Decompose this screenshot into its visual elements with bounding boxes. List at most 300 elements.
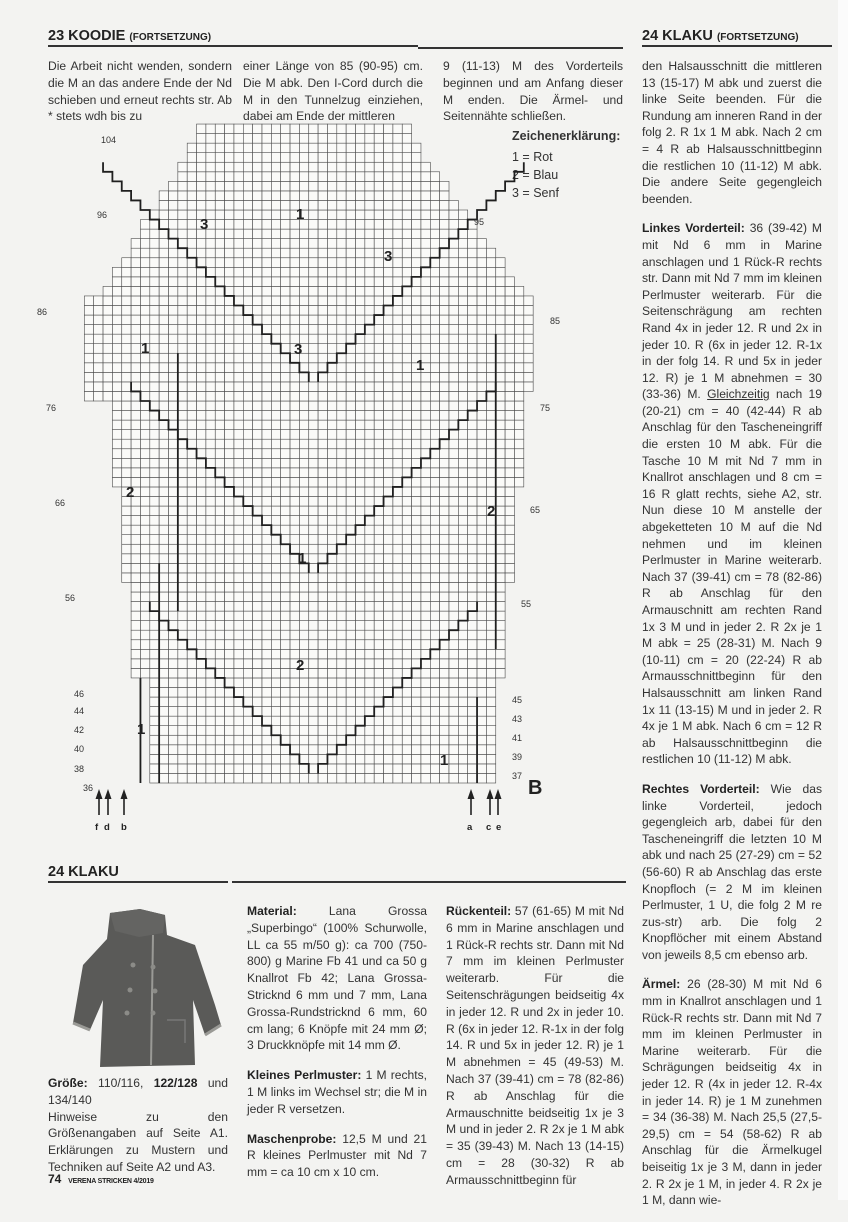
stitch-cell [365,181,374,191]
stitch-cell [496,668,505,678]
stitch-cell [243,439,252,449]
stitch-cell [243,458,252,468]
stitch-cell [197,449,206,459]
stitch-cell [197,411,206,421]
stitch-cell [337,764,346,774]
stitch-cell [215,630,224,640]
stitch-cell [281,401,290,411]
stitch-cell [505,525,514,535]
stitch-cell [421,411,430,421]
stitch-cell [430,745,439,755]
stitch-cell [440,306,449,316]
stitch-cell [169,191,178,201]
stitch-cell [169,707,178,717]
stitch-cell [281,563,290,573]
stitch-cell [477,306,486,316]
arrow-up-icon [121,789,128,799]
stitch-cell [281,602,290,612]
stitch-cell [327,296,336,306]
stitch-cell [150,248,159,258]
stitch-cell [206,735,215,745]
stitch-cell [234,678,243,688]
stitch-cell [327,525,336,535]
stitch-cell [309,477,318,487]
stitch-cell [178,592,187,602]
stitch-cell [318,458,327,468]
stitch-cell [253,525,262,535]
stitch-cell [169,391,178,401]
stitch-cell [393,544,402,554]
stitch-cell [412,697,421,707]
stitch-cell [253,382,262,392]
stitch-cell [159,277,168,287]
stitch-cell [159,344,168,354]
stitch-cell [393,506,402,516]
stitch-cell [225,353,234,363]
stitch-cell [337,267,346,277]
stitch-cell [215,200,224,210]
stitch-cell [468,688,477,698]
stitch-cell [225,611,234,621]
stitch-cell [140,602,149,612]
stitch-cell [140,258,149,268]
stitch-cell [253,764,262,774]
stitch-cell [374,181,383,191]
stitch-cell [421,525,430,535]
stitch-cell [206,497,215,507]
stitch-cell [384,439,393,449]
stitch-cell [458,554,467,564]
stitch-cell [150,306,159,316]
stitch-cell [505,411,514,421]
stitch-cell [290,716,299,726]
stitch-cell [225,143,234,153]
stitch-cell [449,439,458,449]
stitch-cell [440,181,449,191]
stitch-cell [384,611,393,621]
stitch-cell [253,401,262,411]
stitch-cell [150,468,159,478]
stitch-cell [225,315,234,325]
stitch-cell [337,535,346,545]
stitch-cell [234,200,243,210]
stitch-cell [262,735,271,745]
stitch-cell [309,382,318,392]
stitch-cell [393,306,402,316]
stitch-cell [384,315,393,325]
stitch-cell [253,745,262,755]
stitch-cell [178,325,187,335]
stitch-cell [430,458,439,468]
stitch-cell [327,449,336,459]
stitch-cell [131,516,140,526]
stitch-cell [309,191,318,201]
stitch-cell [140,640,149,650]
stitch-cell [327,544,336,554]
stitch-cell [458,602,467,612]
stitch-cell [514,344,523,354]
stitch-cell [94,363,103,373]
stitch-cell [197,124,206,134]
stitch-cell [225,449,234,459]
stitch-cell [290,277,299,287]
stitch-cell [262,334,271,344]
probe-text: 12,5 M und 21 R kleines Perlmuster mit Nd 7 mm = ca 10 cm x 10 cm. [247,1131,427,1180]
stitch-cell [243,181,252,191]
stitch-cell [243,267,252,277]
stitch-cell [94,382,103,392]
stitch-cell [225,640,234,650]
stitch-cell [318,497,327,507]
groesse-label: Größe: [48,1076,88,1090]
stitch-cell [234,707,243,717]
chart-id-label: B [528,777,543,799]
stitch-cell [449,296,458,306]
stitch-cell [496,554,505,564]
stitch-cell [327,258,336,268]
stitch-cell [112,420,121,430]
legend-item-senf: 3 = Senf [512,186,559,200]
stitch-cell [449,277,458,287]
stitch-cell [178,258,187,268]
stitch-cell [327,477,336,487]
stitch-cell [440,200,449,210]
stitch-cell [365,325,374,335]
stitch-cell [178,773,187,783]
stitch-cell [337,325,346,335]
stitch-cell [150,630,159,640]
stitch-cell [468,678,477,688]
stitch-cell [103,296,112,306]
stitch-cell [131,248,140,258]
stitch-cell [440,315,449,325]
stitch-cell [243,726,252,736]
stitch-cell [271,563,280,573]
stitch-cell [271,745,280,755]
stitch-cell [271,630,280,640]
stitch-cell [262,582,271,592]
stitch-cell [337,363,346,373]
stitch-cell [505,563,514,573]
stitch-cell [253,516,262,526]
material-text: Lana Grossa „Superbingo“ (100% Schurwolle, LL ca 55 m/50 g): ca 700 (750-800) g Marine Fb 41 und ca 50 g Knallrot Fb 42; Lana Grossa-Stricknd 6 mm und 7 mm, Lana Grossa-Rundstricknd 6 mm, 60 cm lang; 6 Knöpfe mit 24 mm Ø; 3 Druckknöpfe mit 14 mm Ø. [247,904,427,1053]
stitch-cell [318,401,327,411]
stitch-cell [131,420,140,430]
stitch-cell [225,239,234,249]
stitch-cell [243,277,252,287]
stitch-cell [215,220,224,230]
zone-label: 1 [137,721,146,738]
stitch-cell [309,420,318,430]
stitch-cell [496,267,505,277]
stitch-cell [253,363,262,373]
stitch-cell [131,353,140,363]
stitch-cell [393,191,402,201]
stitch-cell [243,602,252,612]
stitch-cell [402,277,411,287]
stitch-cell [458,363,467,373]
stitch-cell [496,477,505,487]
stitch-cell [393,611,402,621]
stitch-cell [337,707,346,717]
stitch-cell [374,602,383,612]
stitch-cell [140,382,149,392]
stitch-cell [421,277,430,287]
stitch-cell [281,220,290,230]
stitch-cell [477,248,486,258]
stitch-cell [234,439,243,449]
stitch-cell [440,735,449,745]
stitch-cell [384,220,393,230]
stitch-cell [440,525,449,535]
stitch-cell [309,773,318,783]
stitch-cell [458,315,467,325]
stitch-cell [140,363,149,373]
stitch-cell [94,334,103,344]
stitch-cell [440,678,449,688]
stitch-cell [496,401,505,411]
arrow-label-f: f [95,822,99,833]
stitch-cell [262,506,271,516]
stitch-cell [365,621,374,631]
stitch-cell [421,745,430,755]
stitch-cell [215,420,224,430]
stitch-cell [197,372,206,382]
stitch-cell [318,200,327,210]
stitch-cell [178,468,187,478]
stitch-cell [346,678,355,688]
stitch-cell [356,124,365,134]
stitch-cell [94,353,103,363]
stitch-cell [318,621,327,631]
stitch-cell [346,621,355,631]
stitch-cell [496,315,505,325]
stitch-cell [402,372,411,382]
stitch-cell [122,258,131,268]
stitch-cell [486,573,495,583]
stitch-cell [150,668,159,678]
stitch-cell [281,516,290,526]
stitch-cell [412,735,421,745]
stitch-cell [243,497,252,507]
stitch-cell [140,554,149,564]
stitch-cell [440,220,449,230]
stitch-cell [393,401,402,411]
stitch-cell [505,487,514,497]
stitch-cell [225,325,234,335]
stitch-cell [327,582,336,592]
stitch-cell [477,573,486,583]
stitch-cell [393,382,402,392]
stitch-cell [356,506,365,516]
stitch-cell [496,602,505,612]
stitch-cell [421,296,430,306]
stitch-cell [477,430,486,440]
stitch-cell [169,659,178,669]
stitch-cell [477,592,486,602]
stitch-cell [337,449,346,459]
row-label-44: 44 [73,706,84,716]
stitch-cell [393,582,402,592]
stitch-cell [299,391,308,401]
stitch-cell [524,382,533,392]
stitch-cell [206,525,215,535]
stitch-cell [318,773,327,783]
stitch-cell [234,773,243,783]
stitch-cell [262,181,271,191]
stitch-cell [309,678,318,688]
stitch-cell [309,735,318,745]
stitch-cell [290,458,299,468]
stitch-cell [150,353,159,363]
stitch-cell [150,420,159,430]
stitch-cell [402,172,411,182]
stitch-cell [327,726,336,736]
stitch-cell [290,602,299,612]
stitch-cell [496,382,505,392]
stitch-cell [281,172,290,182]
stitch-cell [290,611,299,621]
stitch-cell [159,267,168,277]
stitch-cell [356,468,365,478]
stitch-cell [318,688,327,698]
stitch-cell [299,764,308,774]
stitch-cell [402,716,411,726]
stitch-cell [271,716,280,726]
stitch-cell [384,716,393,726]
stitch-cell [384,430,393,440]
stitch-cell [159,220,168,230]
stitch-cell [225,563,234,573]
stitch-cell [449,592,458,602]
stitch-cell [271,430,280,440]
stitch-cell [281,286,290,296]
row-label-76: 76 [45,403,56,413]
page-edge [838,0,848,1200]
stitch-cell [374,497,383,507]
stitch-cell [234,430,243,440]
stitch-cell [346,516,355,526]
stitch-cell [215,611,224,621]
stitch-cell [365,172,374,182]
stitch-cell [271,382,280,392]
stitch-cell [234,716,243,726]
stitch-cell [253,258,262,268]
arrow-up-icon [487,789,494,799]
stitch-cell [412,592,421,602]
stitch-cell [412,325,421,335]
stitch-cell [393,649,402,659]
stitch-cell [384,296,393,306]
stitch-cell [234,611,243,621]
stitch-cell [346,363,355,373]
stitch-cell [309,611,318,621]
stitch-cell [150,659,159,669]
stitch-cell [131,372,140,382]
stitch-cell [103,363,112,373]
stitch-cell [496,487,505,497]
stitch-cell [356,306,365,316]
stitch-cell [243,248,252,258]
stitch-cell [327,124,336,134]
stitch-cell [449,525,458,535]
stitch-cell [131,391,140,401]
stitch-cell [486,678,495,688]
stitch-cell [299,487,308,497]
stitch-cell [169,554,178,564]
stitch-cell [393,420,402,430]
stitch-cell [140,468,149,478]
stitch-cell [477,353,486,363]
stitch-cell [187,344,196,354]
stitch-cell [281,525,290,535]
stitch-cell [281,773,290,783]
stitch-cell [430,191,439,201]
stitch-cell [290,477,299,487]
stitch-cell [234,239,243,249]
stitch-cell [159,630,168,640]
stitch-cell [187,726,196,736]
stitch-cell [393,181,402,191]
stitch-cell [384,286,393,296]
stitch-cell [458,458,467,468]
stitch-cell [243,773,252,783]
stitch-cell [159,286,168,296]
stitch-cell [412,391,421,401]
stitch-cell [449,382,458,392]
stitch-cell [140,248,149,258]
stitch-cell [225,153,234,163]
stitch-cell [206,773,215,783]
stitch-cell [458,477,467,487]
stitch-cell [468,306,477,316]
stitch-cell [281,439,290,449]
stitch-cell [365,411,374,421]
stitch-cell [327,563,336,573]
stitch-cell [337,726,346,736]
stitch-cell [346,668,355,678]
stitch-cell [449,582,458,592]
stitch-cell [243,363,252,373]
stitch-cell [318,124,327,134]
stitch-cell [262,172,271,182]
stitch-cell [131,535,140,545]
stitch-cell [327,210,336,220]
stitch-cell [281,200,290,210]
stitch-cell [243,143,252,153]
stitch-cell [374,248,383,258]
stitch-cell [374,773,383,783]
stitch-cell [243,258,252,268]
stitch-cell [253,477,262,487]
stitch-cell [318,277,327,287]
stitch-cell [299,525,308,535]
stitch-cell [215,391,224,401]
stitch-cell [402,124,411,134]
stitch-cell [412,678,421,688]
stitch-cell [234,592,243,602]
stitch-cell [430,592,439,602]
stitch-cell [430,439,439,449]
stitch-cell [449,229,458,239]
stitch-cell [486,277,495,287]
page-number: 74 [48,1172,62,1186]
stitch-cell [187,745,196,755]
stitch-cell [458,659,467,669]
stitch-cell [412,449,421,459]
stitch-cell [290,678,299,688]
stitch-cell [281,678,290,688]
